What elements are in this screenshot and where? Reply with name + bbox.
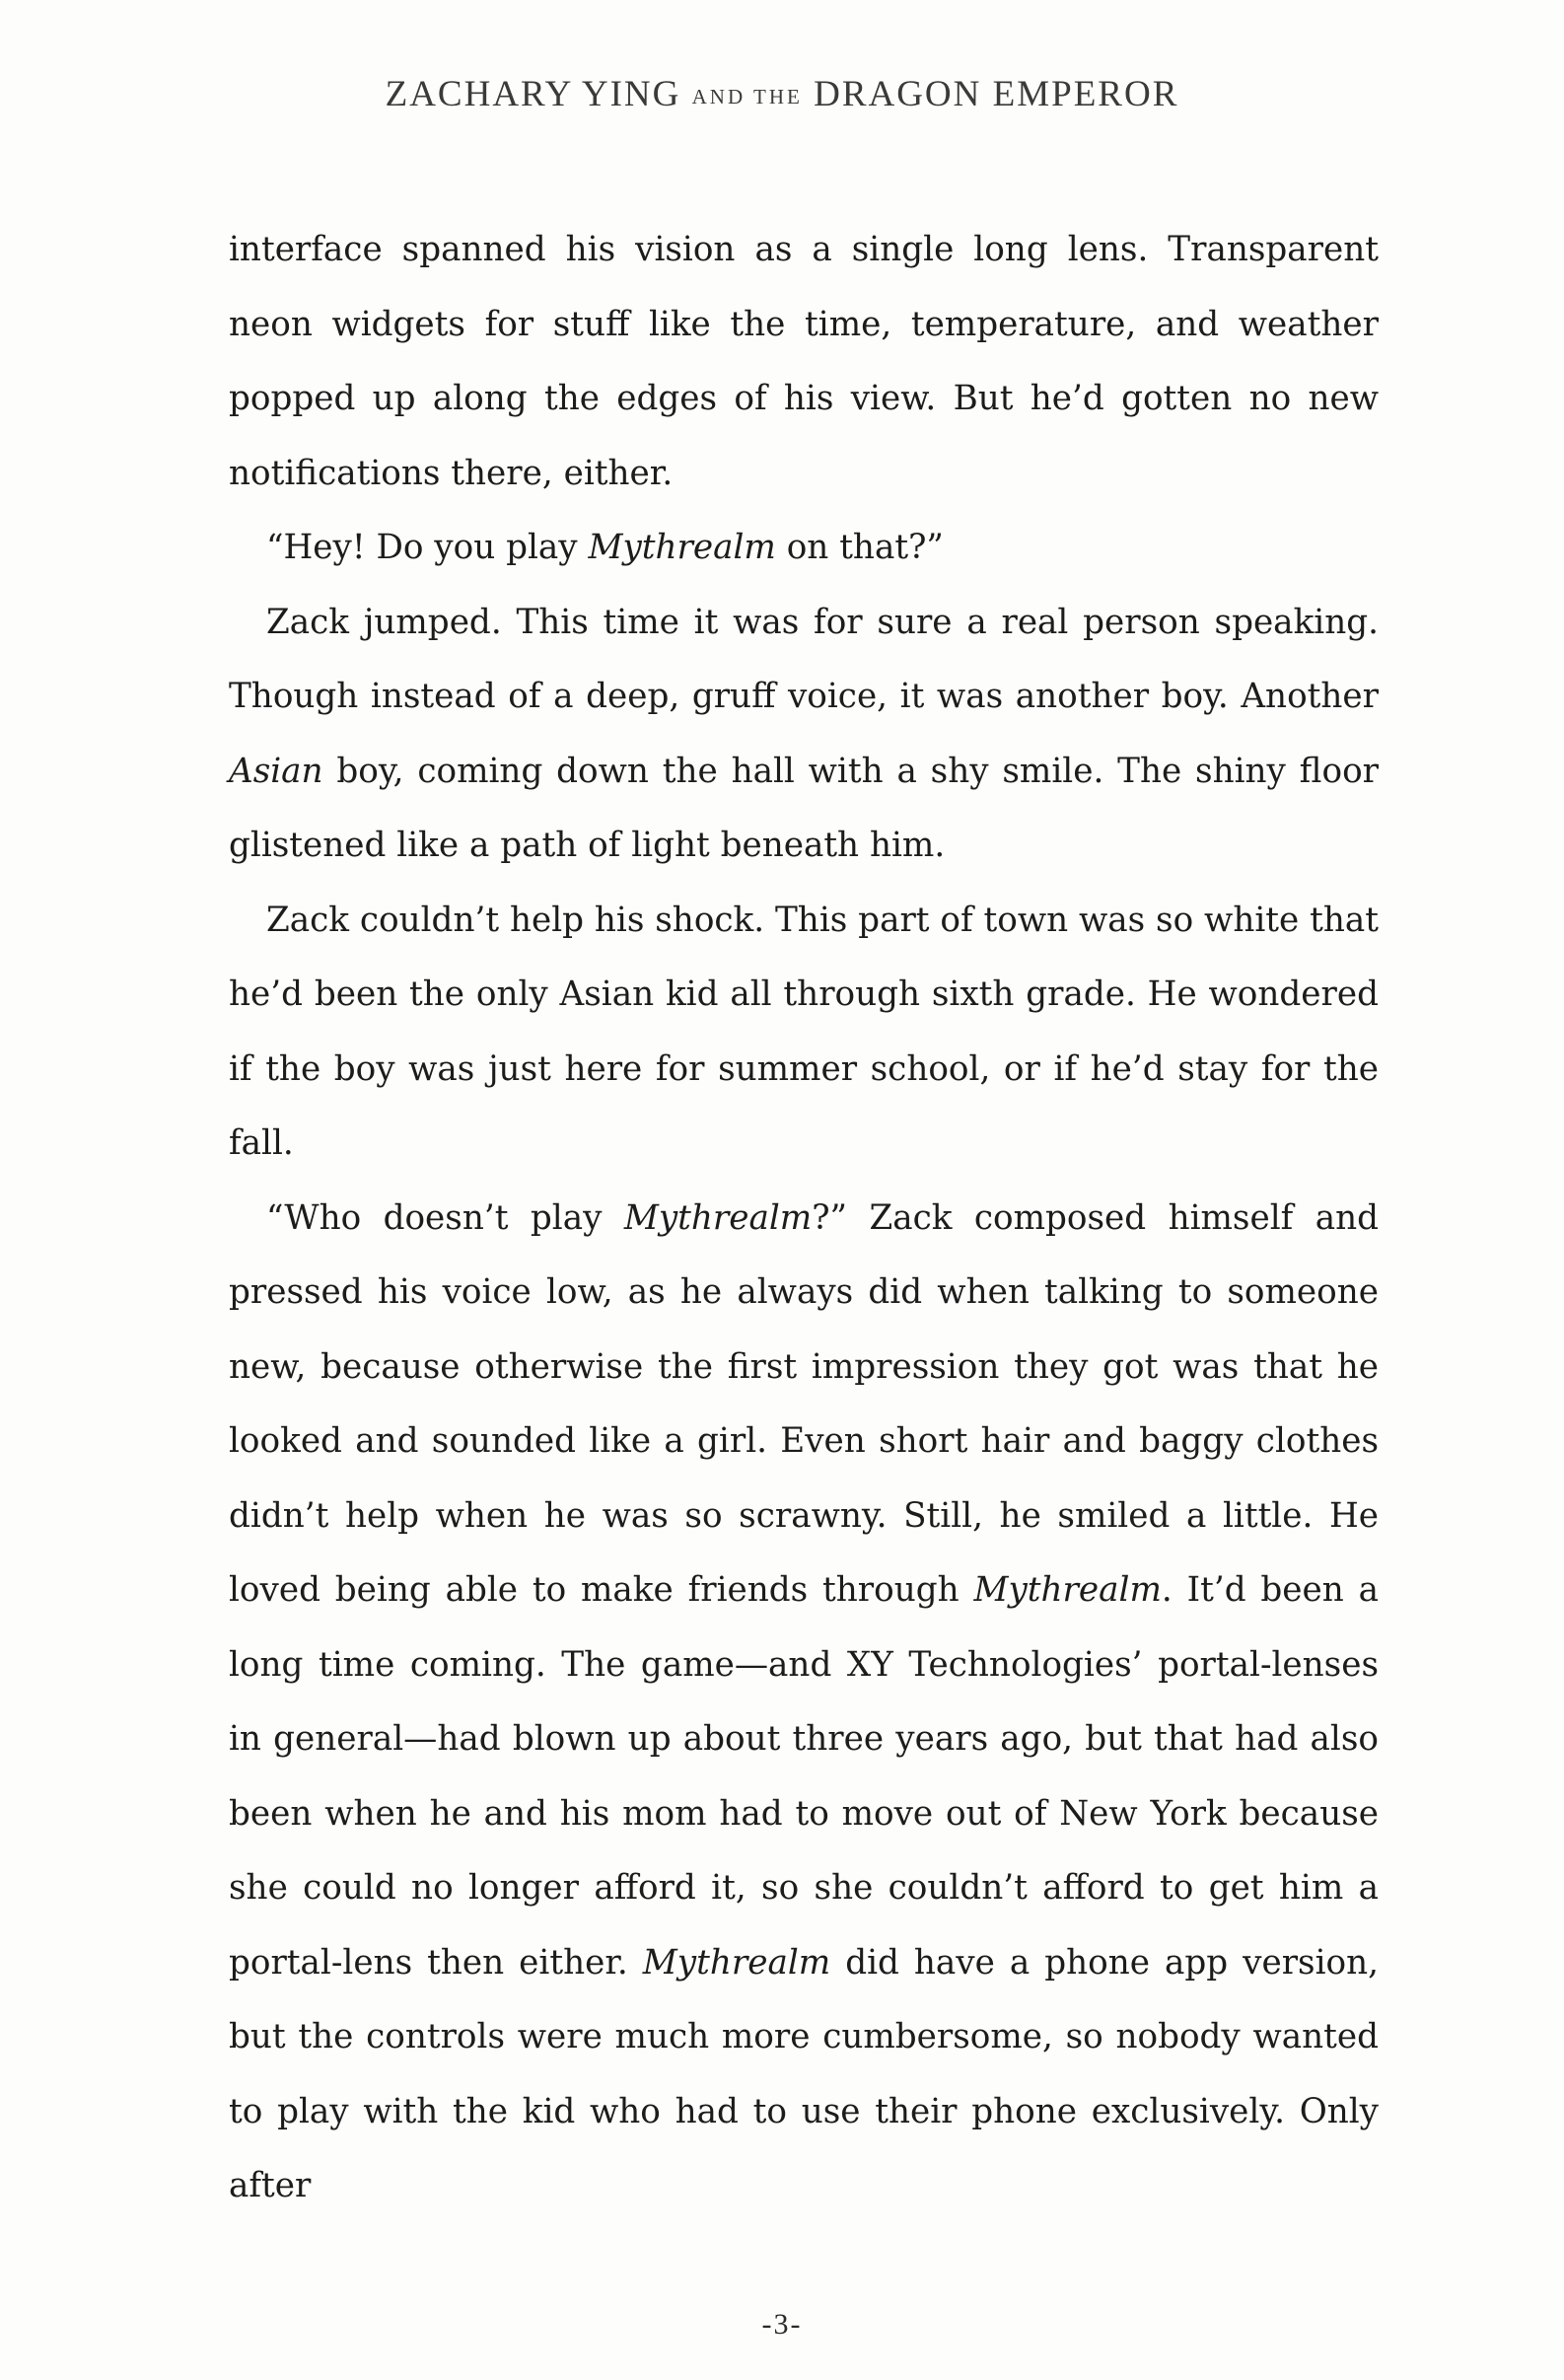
body-text	[229, 213, 1379, 2224]
text-run: “Who doesn’t play	[266, 1197, 624, 1238]
text-run: interface spanned his vision as a single long lens. Transparent neon widgets for stuff like the time, temperature, and weather popped up along the edges of his view. But he’d gotten no new notifications there, either.	[229, 230, 1379, 493]
running-head	[0, 73, 1564, 115]
text-run: . It’d been a long time coming. The game—and XY Technologies’ portal-lenses in general—had blown up about three years ago, but that had also been when he and his mom had to move out of New York because she could no longer afford it, so she couldn’t afford to get him a portal-lens then either.	[229, 1570, 1379, 1983]
italic-text: Asian	[229, 751, 323, 791]
text-run: Zack couldn’t help his shock. This part of town was so white that he’d been the only Asian kid all through sixth grade. He wondered if the boy was just here for summer school, or if he’d stay for the fall.	[229, 900, 1379, 1163]
text-run: ?” Zack composed himself and pressed his voice low, as he always did when talking to someone new, because otherwise the first impression they got was that he looked and sounded like a girl. Even short hair and baggy clothes didn’t help when he was so scrawny. Still, he smiled a little. He loved being able to make friends through	[229, 1197, 1380, 1610]
paragraph	[229, 884, 1379, 1182]
paragraph	[229, 1182, 1379, 2224]
paragraph	[229, 511, 1379, 586]
text-run: Zack jumped. This time it was for sure a real person speaking. Though instead of a deep, gruff voice, it was another boy. Another	[229, 602, 1379, 716]
running-head-title-part2: AND THE	[691, 85, 803, 108]
page-number: -3-	[761, 2308, 803, 2341]
italic-text: Mythrealm	[973, 1570, 1162, 1610]
italic-text: Mythrealm	[642, 1942, 831, 1983]
italic-text: Mythrealm	[623, 1197, 813, 1238]
text-run: did have a phone app version, but the controls were much more cumbersome, so nobody wanted to play with the kid who had to use their phone exclusively. Only after	[229, 1942, 1379, 2205]
text-run: boy, coming down the hall with a shy smile. The shiny floor glistened like a path of light beneath him.	[229, 751, 1379, 865]
text-run: “Hey! Do you play	[266, 528, 589, 567]
paragraph	[229, 586, 1379, 884]
italic-text: Mythrealm	[588, 528, 776, 567]
paragraph	[229, 213, 1379, 511]
text-run: on that?”	[775, 528, 944, 567]
running-head-title-part1: ZACHARY YING	[385, 74, 681, 114]
running-head-title-part3: DRAGON EMPEROR	[814, 74, 1179, 114]
